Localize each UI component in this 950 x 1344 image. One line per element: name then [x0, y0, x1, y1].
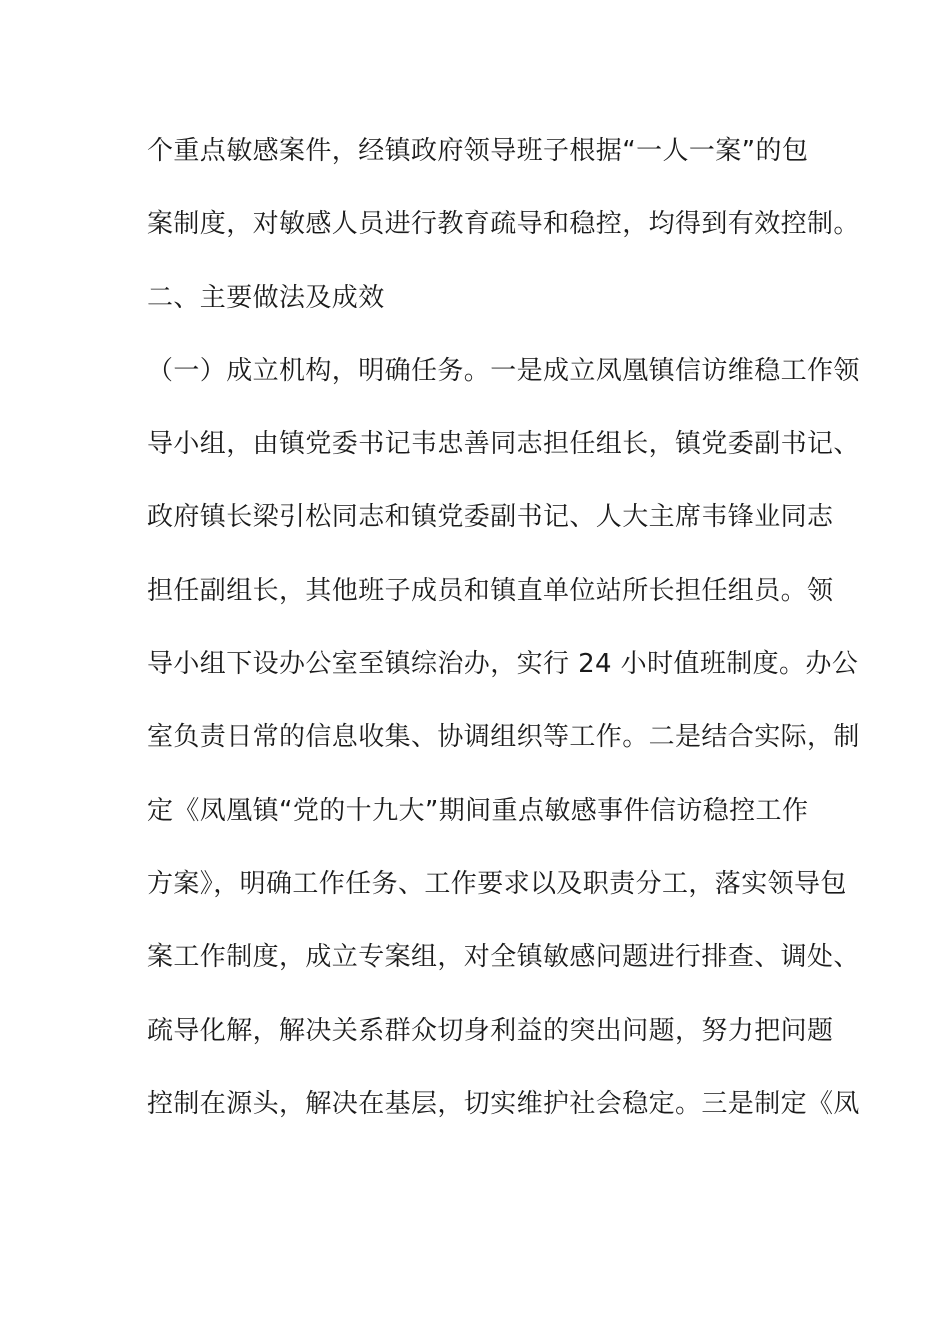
- text-line: 定《凤凰镇“党的十九大”期间重点敏感事件信访稳控工作: [147, 795, 809, 826]
- text-line: 政府镇长梁引松同志和镇党委副书记、人大主席韦锋业同志: [147, 502, 834, 533]
- text-line: 个重点敏感案件，经镇政府领导班子根据“一人一案”的包: [147, 136, 809, 166]
- document-body: [147, 126, 860, 1152]
- text-line: 疏导化解，解决关系群众切身利益的突出问题，努力把问题: [147, 1015, 834, 1046]
- text-line: （一）成立机构，明确任务。一是成立凤凰镇信访维稳工作领: [147, 355, 860, 386]
- text-line: 担任副组长，其他班子成员和镇直单位站所长担任组员。领: [147, 575, 834, 606]
- text-line: 导小组，由镇党委书记韦忠善同志担任组长，镇党委副书记、: [147, 429, 860, 460]
- text-line: 案工作制度，成立专案组，对全镇敏感问题进行排查、调处、: [147, 942, 860, 973]
- text-line: 控制在源头，解决在基层，切实维护社会稳定。三是制定《凤: [147, 1088, 860, 1119]
- text-line: 案制度，对敏感人员进行教育疏导和稳控，均得到有效控制。: [147, 209, 860, 240]
- section-heading: 二、主要做法及成效: [147, 282, 385, 313]
- text-line: 导小组下设办公室至镇综治办，实行 24 小时值班制度。办公: [147, 649, 859, 680]
- text-line: 室负责日常的信息收集、协调组织等工作。二是结合实际，制: [147, 722, 860, 753]
- text-line: 方案》，明确工作任务、工作要求以及职责分工，落实领导包: [147, 868, 847, 899]
